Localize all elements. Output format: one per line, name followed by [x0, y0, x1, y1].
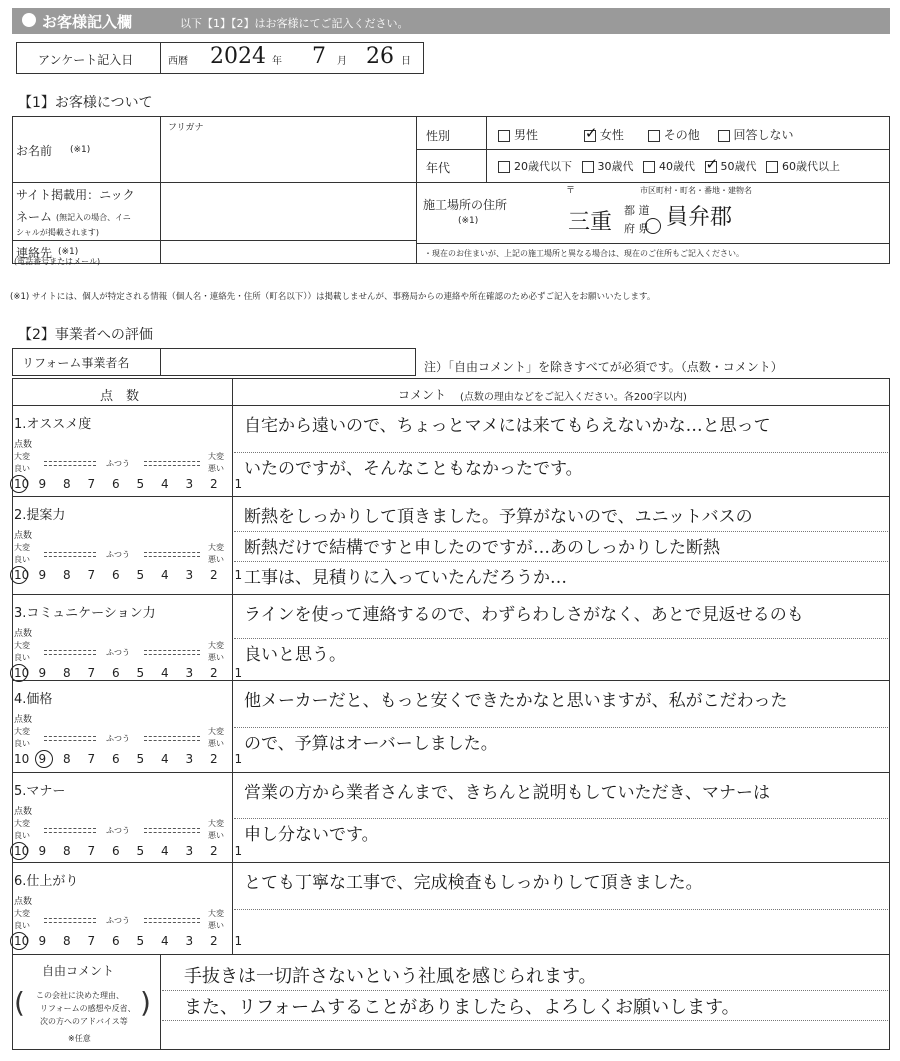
scale-number[interactable]: 2 — [210, 752, 218, 766]
comment-line[interactable]: 断熱だけで結構ですと申したのですが…あのしっかりした断熱 — [244, 537, 720, 558]
scale-number[interactable]: 3 — [185, 934, 194, 948]
contact-sub: (電話番号またはメール) — [14, 257, 101, 266]
scale-good-label-2: 良い — [14, 831, 30, 840]
scale-arrow-right — [144, 650, 200, 655]
scale-number[interactable]: 9 — [38, 568, 47, 582]
scale-number[interactable]: 9 — [38, 844, 47, 858]
gender-option-male[interactable]: 男性 — [498, 128, 538, 142]
scale-good-label-2: 良い — [14, 921, 30, 930]
scale-bad-label-2: 悪い — [208, 831, 224, 840]
age-options — [498, 158, 840, 174]
address-header: 市区町村・町名・番地・建物名 — [640, 186, 752, 195]
scale-number[interactable]: 1 — [234, 666, 243, 680]
free-comment-label: 自由コメント — [42, 964, 115, 978]
scale-arrow-right — [144, 918, 200, 923]
item-label: 4.価格 — [14, 692, 53, 707]
free-comment-sub-3: 次の方へのアドバイス等 — [40, 1017, 128, 1026]
scale-number[interactable]: 3 — [185, 666, 194, 680]
month-value[interactable]: 7 — [312, 44, 326, 69]
col-comment-header: コメント — [398, 388, 447, 402]
comment-line[interactable]: 工事は、見積りに入っていたんだろうか… — [244, 568, 567, 589]
city-value[interactable]: 員弁郡 — [666, 205, 733, 230]
scale-number[interactable]: 4 — [161, 477, 169, 491]
scale-good-label: 大変 — [14, 727, 30, 736]
comment-line[interactable]: ので、予算はオーバーしました。 — [244, 734, 498, 754]
scale-number[interactable]: 7 — [87, 844, 96, 858]
gender-option-no-answer[interactable]: 回答しない — [718, 128, 794, 142]
scale-number[interactable]: 5 — [136, 934, 145, 948]
scale-top-label: 点数 — [14, 531, 33, 541]
free-comment-sub-1: この会社に決めた理由、 — [36, 991, 124, 1000]
scale-bad-label: 大変 — [208, 452, 224, 461]
scale-bad-label-2: 悪い — [208, 464, 224, 473]
scale-number[interactable]: 3 — [185, 752, 194, 766]
scale-numbers — [14, 568, 259, 582]
scale-bad-label-2: 悪い — [208, 555, 224, 564]
year-unit: 年 — [272, 56, 282, 67]
scale-number[interactable]: 8 — [63, 934, 71, 948]
day-unit: 日 — [401, 56, 411, 67]
checkbox-age-50 — [705, 161, 717, 173]
scale-number[interactable]: 4 — [161, 666, 169, 680]
scale-top-label: 点数 — [14, 807, 33, 817]
scale-number[interactable]: 8 — [63, 477, 71, 491]
pref-circle — [645, 218, 661, 234]
scale-mid-label: ふつう — [106, 550, 130, 559]
section2-title: 【2】事業者への評価 — [18, 327, 153, 343]
scale-numbers — [14, 844, 259, 858]
gender-option-female[interactable]: ✓ 女性 — [584, 128, 624, 142]
scale-number[interactable]: 2 — [210, 666, 218, 680]
scale-number[interactable]: 10 — [14, 568, 30, 582]
scale-mid-label: ふつう — [106, 916, 130, 925]
selected-score-circle — [10, 842, 28, 860]
scale-mid-label: ふつう — [106, 648, 130, 657]
scale-number[interactable]: 7 — [87, 752, 96, 766]
age-option-60[interactable]: 60歳代以上 — [766, 160, 840, 173]
scale-top-label: 点数 — [14, 715, 33, 725]
scale-arrow-left — [44, 461, 96, 466]
scale-arrow-right — [144, 736, 200, 741]
name-note: (※1) — [70, 145, 91, 155]
scale-number[interactable]: 7 — [87, 477, 96, 491]
scale-number[interactable]: 10 — [14, 844, 30, 858]
furigana-label: フリガナ — [168, 123, 204, 133]
scale-number[interactable]: 10 — [14, 666, 30, 680]
scale-number[interactable]: 10 — [14, 477, 30, 491]
pref-suffix-bottom: 府 県 — [624, 222, 650, 235]
scale-good-label-2: 良い — [14, 653, 30, 662]
selected-score-circle — [35, 750, 53, 768]
scale-number[interactable]: 2 — [210, 934, 218, 948]
scale-number[interactable]: 3 — [185, 844, 194, 858]
scale-good-label-2: 良い — [14, 464, 30, 473]
section1-title: 【1】お客様について — [18, 95, 153, 111]
address-note: (※1) — [458, 216, 479, 226]
nickname-field[interactable] — [162, 184, 414, 238]
scale-mid-label: ふつう — [106, 826, 130, 835]
address-foot: ・現在のお住まいが、上記の施工場所と異なる場合は、現在のご住所もご記入ください。 — [424, 249, 744, 258]
company-field[interactable] — [162, 350, 414, 374]
age-option-40[interactable]: 40歳代 — [643, 160, 695, 173]
comment-line[interactable]: ラインを使って連絡するので、わずらわしさがなく、あとで見返せるのも — [244, 605, 804, 625]
survey-date-label: アンケート記入日 — [38, 53, 134, 67]
free-comment-sub-2: リフォームの感想や反省、 — [40, 1004, 136, 1013]
name-label: お名前 — [16, 144, 53, 158]
checkbox-male — [498, 130, 510, 142]
scale-number[interactable]: 10 — [14, 752, 30, 766]
scale-number[interactable]: 5 — [136, 568, 145, 582]
gender-label: 性別 — [426, 129, 451, 143]
checkbox-age-30 — [582, 161, 594, 173]
scale-arrow-left — [44, 828, 96, 833]
col-score-header: 点 数 — [100, 389, 140, 404]
contact-field[interactable] — [162, 242, 414, 262]
comment-line[interactable]: いたのですが、そんなこともなかったです。 — [244, 458, 583, 479]
scale-number[interactable]: 9 — [38, 666, 47, 680]
item-label: 1.オススメ度 — [14, 417, 92, 432]
nickname-label: サイト掲載用：ニック — [16, 188, 135, 202]
scale-numbers — [14, 477, 259, 491]
scale-bad-label-2: 悪い — [208, 653, 224, 662]
comment-line[interactable]: とても丁寧な工事で、完成検査もしっかりして頂きました。 — [244, 873, 703, 893]
scale-bad-label-2: 悪い — [208, 739, 224, 748]
age-label: 年代 — [426, 161, 451, 175]
pref-value[interactable]: 三重 — [568, 210, 613, 235]
free-comment-line-1[interactable]: 手抜きは一切許さないという社風を感じられます。 — [184, 966, 597, 987]
footnote: (※1) サイトには、個人が特定される情報（個人名・連絡先・住所（町名以下））は掲載しませんが、事務局からの連絡や所在確認のため必ずご記入をお願いいたします。 — [10, 292, 656, 302]
header-bullet-icon — [22, 13, 36, 27]
scale-bad-label: 大変 — [208, 909, 224, 918]
scale-good-label: 大変 — [14, 819, 30, 828]
scale-number[interactable]: 8 — [63, 844, 71, 858]
scale-arrow-right — [144, 828, 200, 833]
scale-number[interactable]: 7 — [87, 568, 96, 582]
nickname-label-2: ネーム — [16, 210, 53, 224]
month-unit: 月 — [337, 56, 347, 67]
scale-good-label-2: 良い — [14, 739, 30, 748]
contact-note: (※1) — [58, 247, 79, 257]
name-field[interactable] — [162, 134, 414, 180]
address-label: 施工場所の住所 — [423, 198, 508, 212]
scale-bad-label: 大変 — [208, 641, 224, 650]
scale-mid-label: ふつう — [106, 459, 130, 468]
scale-bad-label-2: 悪い — [208, 921, 224, 930]
item-label: 2.提案力 — [14, 508, 66, 523]
scale-number[interactable]: 1 — [234, 934, 243, 948]
selected-score-circle — [10, 566, 28, 584]
pref-suffix-top: 都 道 — [624, 204, 650, 217]
scale-top-label: 点数 — [14, 629, 33, 639]
scale-number[interactable]: 2 — [210, 477, 218, 491]
scale-number[interactable]: 5 — [136, 752, 145, 766]
scale-number[interactable]: 9 — [38, 752, 47, 766]
scale-number[interactable]: 5 — [136, 477, 145, 491]
scale-number[interactable]: 6 — [112, 752, 120, 766]
selected-score-circle — [10, 932, 28, 950]
scale-number[interactable]: 8 — [63, 666, 71, 680]
scale-number[interactable]: 6 — [112, 666, 120, 680]
year-value[interactable]: 2024 — [210, 44, 266, 69]
item-label: 5.マナー — [14, 784, 66, 799]
scale-mid-label: ふつう — [106, 734, 130, 743]
item-label: 3.コミュニケーション力 — [14, 606, 156, 621]
scale-number[interactable]: 9 — [38, 934, 47, 948]
free-comment-bracket-right: ) — [140, 986, 151, 1019]
scale-number[interactable]: 4 — [161, 844, 169, 858]
free-comment-bracket-left: ( — [14, 986, 25, 1019]
day-value[interactable]: 26 — [366, 44, 394, 69]
scale-good-label-2: 良い — [14, 555, 30, 564]
scale-number[interactable]: 2 — [210, 844, 218, 858]
checkbox-female — [584, 130, 596, 142]
header-bar — [12, 8, 890, 34]
scale-number[interactable]: 7 — [87, 934, 96, 948]
scale-arrow-left — [44, 552, 96, 557]
scale-arrow-left — [44, 736, 96, 741]
scale-number[interactable]: 8 — [63, 568, 71, 582]
nickname-note-2: シャルが掲載されます) — [16, 228, 99, 237]
scale-good-label: 大変 — [14, 909, 30, 918]
col-comment-note: (点数の理由などをご記入ください。各200字以内) — [460, 392, 687, 403]
scale-arrow-right — [144, 461, 200, 466]
scale-number[interactable]: 5 — [136, 666, 145, 680]
selected-score-circle — [10, 475, 28, 493]
company-label: リフォーム事業者名 — [22, 356, 130, 370]
scale-number[interactable]: 9 — [38, 477, 47, 491]
scale-number[interactable]: 5 — [136, 844, 145, 858]
contact-label: 連絡先 — [16, 246, 53, 260]
scale-number[interactable]: 4 — [161, 752, 169, 766]
comment-line[interactable]: 良いと思う。 — [244, 645, 346, 665]
scale-numbers — [14, 666, 259, 680]
free-comment-line-2[interactable]: また、リフォームすることがありましたら、よろしくお願いします。 — [184, 997, 740, 1018]
section2-note: 注）「自由コメント」を除きすべてが必須です。（点数・コメント） — [424, 360, 783, 374]
scale-number[interactable]: 4 — [161, 934, 169, 948]
age-option-20[interactable]: 20歳代以下 — [498, 160, 572, 173]
scale-number[interactable]: 4 — [161, 568, 169, 582]
comment-line[interactable]: 他メーカーだと、もっと安くできたかなと思いますが、私がこだわった — [244, 691, 788, 711]
scale-top-label: 点数 — [14, 897, 33, 907]
scale-number[interactable]: 6 — [112, 477, 120, 491]
scale-number[interactable]: 8 — [63, 752, 71, 766]
scale-number[interactable]: 1 — [234, 568, 243, 582]
scale-number[interactable]: 2 — [210, 568, 218, 582]
age-option-30[interactable]: 30歳代 — [582, 160, 634, 173]
scale-bad-label: 大変 — [208, 543, 224, 552]
scale-number[interactable]: 1 — [234, 844, 243, 858]
header-note: 以下【1】【2】はお客様にてご記入ください。 — [180, 17, 409, 30]
scale-number[interactable]: 1 — [234, 477, 243, 491]
scale-arrow-left — [44, 918, 96, 923]
postal-mark: 〒 — [566, 186, 576, 196]
gender-options — [498, 126, 794, 143]
age-option-50[interactable]: ✓ 50歳代 — [705, 160, 757, 173]
gender-option-other[interactable]: その他 — [648, 128, 700, 142]
scale-number[interactable]: 3 — [185, 568, 194, 582]
scale-number[interactable]: 6 — [112, 568, 120, 582]
scale-arrow-right — [144, 552, 200, 557]
checkbox-age-60 — [766, 161, 778, 173]
scale-arrow-left — [44, 650, 96, 655]
scale-number[interactable]: 7 — [87, 666, 96, 680]
comment-line[interactable]: 申し分ないです。 — [244, 825, 379, 845]
nickname-note: (無記入の場合、イニ — [56, 213, 131, 222]
free-comment-optional: ※任意 — [68, 1034, 91, 1043]
scale-number[interactable]: 10 — [14, 934, 30, 948]
scale-good-label: 大変 — [14, 452, 30, 461]
header-title: お客様記入欄 — [42, 13, 133, 31]
scale-numbers — [14, 934, 259, 948]
scale-number[interactable]: 6 — [112, 934, 120, 948]
item-label: 6.仕上がり — [14, 874, 79, 889]
checkbox-no-answer — [718, 130, 730, 142]
checkbox-age-20 — [498, 161, 510, 173]
scale-number[interactable]: 3 — [185, 477, 194, 491]
scale-bad-label: 大変 — [208, 727, 224, 736]
scale-number[interactable]: 6 — [112, 844, 120, 858]
checkbox-other — [648, 130, 660, 142]
era-label: 西暦 — [168, 56, 188, 67]
scale-good-label: 大変 — [14, 641, 30, 650]
comment-line[interactable]: 自宅から遠いので、ちょっとマメには来てもらえないかな…と思って — [244, 416, 771, 436]
checkbox-age-40 — [643, 161, 655, 173]
comment-line[interactable]: 営業の方から業者さんまで、きちんと説明もしていただき、マナーは — [244, 783, 770, 803]
comment-line[interactable]: 断熱をしっかりして頂きました。予算がないので、ユニットバスの — [244, 507, 753, 527]
scale-bad-label: 大変 — [208, 819, 224, 828]
scale-number[interactable]: 1 — [234, 752, 243, 766]
scale-top-label: 点数 — [14, 440, 33, 450]
scale-good-label: 大変 — [14, 543, 30, 552]
